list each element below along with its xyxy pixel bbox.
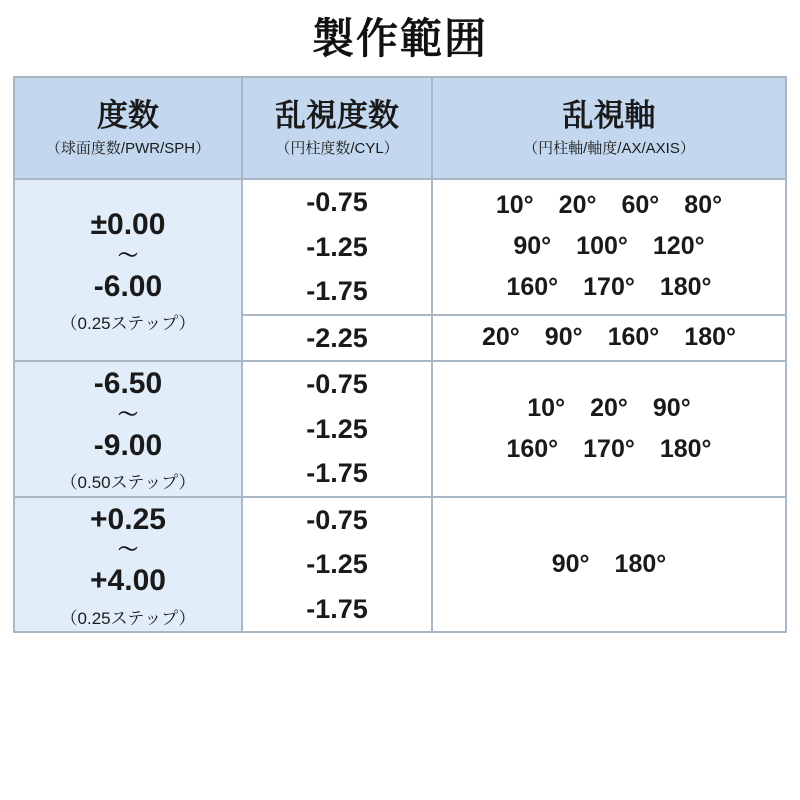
table-row (14, 179, 786, 315)
column-header-power-sub: （球面度数/PWR/SPH） (45, 139, 211, 157)
power-tilde-3: 〜 (118, 539, 138, 562)
cylinder-value: -2.25 (306, 322, 368, 353)
axis-values: 160° 170° 180° (506, 273, 712, 302)
power-to-3: +4.00 (90, 564, 166, 598)
cylinder-value: -1.25 (306, 413, 368, 444)
table-header (14, 77, 786, 179)
axis-values: 90° 180° (551, 550, 667, 579)
cylinder-value: -1.75 (306, 458, 368, 489)
column-header-axis (432, 77, 786, 179)
table-row (14, 497, 786, 633)
axis-values: 160° 170° 180° (506, 435, 712, 463)
power-cell-group-2 (14, 361, 242, 497)
axis-values: 10° 20° 90° (527, 393, 691, 422)
power-step-2: （0.50ステップ） (60, 473, 196, 492)
cylinder-value: -1.25 (306, 549, 368, 580)
axis-cell-3-1 (432, 497, 786, 633)
column-header-power (14, 77, 242, 179)
column-header-axis-sub: （円柱軸/軸度/AX/AXIS） (523, 139, 695, 157)
table-body (14, 179, 786, 632)
cylinder-value: -0.75 (306, 187, 368, 217)
power-from-2: -6.50 (93, 367, 163, 400)
axis-values: 10° 20° 60° 80° (495, 190, 723, 219)
axis-cell-1-2 (432, 315, 786, 362)
power-tilde-2: 〜 (118, 403, 138, 426)
axis-cell-2-1 (432, 361, 786, 497)
column-header-cylinder (242, 77, 432, 179)
axis-values: 90° 100° 120° (513, 232, 705, 261)
power-step-1: （0.25ステップ） (60, 314, 196, 334)
cylinder-value: -1.75 (306, 276, 368, 307)
column-header-cylinder-main: 乱視度数 (275, 98, 399, 134)
column-header-power-main: 度数 (97, 98, 159, 134)
power-step-3: （0.25ステップ） (60, 608, 196, 628)
power-to-2: -9.00 (93, 428, 163, 462)
cylinder-value: -1.25 (306, 231, 368, 262)
cylinder-value: -1.75 (306, 593, 368, 624)
power-cell-group-3 (14, 497, 242, 633)
power-to-1: -6.00 (93, 269, 163, 303)
table-row (14, 361, 786, 497)
cylinder-value: -0.75 (306, 369, 368, 400)
power-tilde-1: 〜 (118, 244, 138, 267)
power-from-1: ±0.00 (90, 208, 166, 242)
axis-cell-1-1 (432, 179, 786, 315)
table-header-row (14, 77, 786, 179)
cylinder-cell-2-1 (242, 361, 432, 497)
power-cell-group-1 (14, 179, 242, 361)
axis-values: 20° 90° 160° 180° (481, 323, 737, 352)
column-header-axis-main: 乱視軸 (562, 98, 656, 134)
cylinder-value: -0.75 (306, 504, 368, 535)
page-title: 製作範囲 (311, 15, 488, 62)
cylinder-cell-3-1 (242, 497, 432, 633)
cylinder-cell-1-1 (242, 179, 432, 315)
production-range-table (13, 76, 787, 633)
cylinder-cell-1-2 (242, 315, 432, 362)
column-header-cylinder-sub: （円柱度数/CYL） (275, 139, 399, 157)
power-from-3: +0.25 (90, 502, 166, 536)
